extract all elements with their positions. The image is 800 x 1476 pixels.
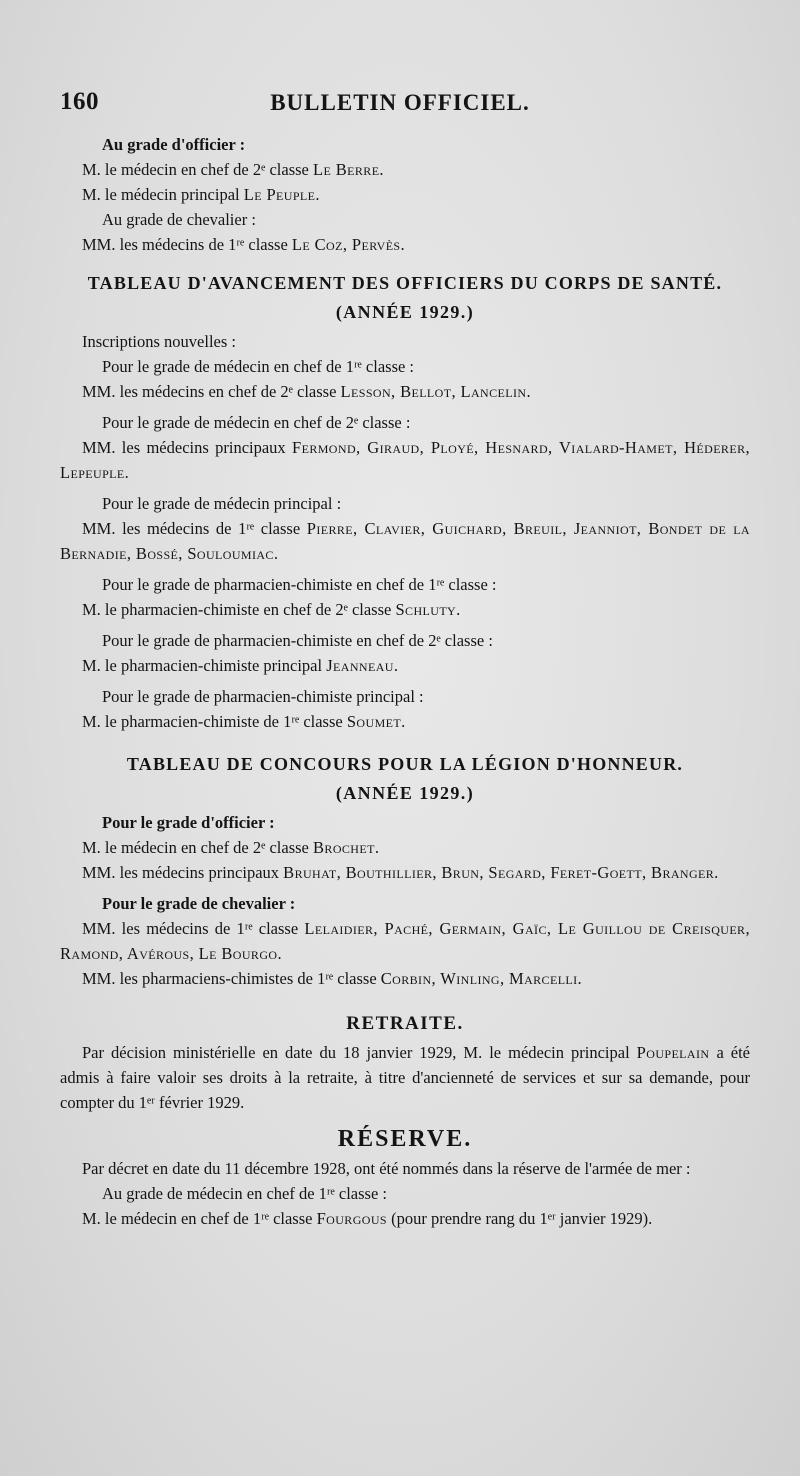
inscriptions-label: Inscriptions nouvelles : — [82, 332, 236, 351]
concours-title: TABLEAU DE CONCOURS POUR LA LÉGION D'HONNEUR. — [126, 754, 684, 774]
avancement-title: TABLEAU D'AVANCEMENT DES OFFICIERS DU CORPS DE SANTÉ. — [87, 273, 723, 293]
grade-heading: Pour le grade de pharmacien-chimiste en chef de 2ᵉ classe : — [102, 631, 493, 650]
running-head: BULLETIN OFFICIEL. — [270, 90, 530, 115]
avancement-year: (ANNÉE 1929.) — [335, 302, 475, 322]
grade-heading: Pour le grade de pharmacien-chimiste principal : — [102, 687, 424, 706]
grade-heading: Pour le grade de pharmacien-chimiste en chef de 1ʳᵉ classe : — [102, 575, 497, 594]
grade-chevalier-label: Au grade de chevalier : — [102, 210, 256, 229]
grade-list: MM. les pharmaciens-chimistes de 1ʳᵉ classe Corbin, Winling, Marcelli. — [82, 969, 583, 988]
page-number: 160 — [60, 88, 99, 115]
grade-heading: Au grade de médecin en chef de 1ʳᵉ classe : — [102, 1184, 387, 1203]
nomination-line: MM. les médecins de 1ʳᵉ classe Le Coz, Pervès. — [82, 235, 406, 254]
reserve-title: RÉSERVE. — [337, 1126, 473, 1152]
grade-heading: Pour le grade de médecin principal : — [102, 494, 342, 513]
reserve-text: Par décret en date du 11 décembre 1928, ont été nommés dans la réserve de l'armée de mer : — [82, 1159, 691, 1178]
grade-list: MM. les médecins de 1ʳᵉ classe Lelaidier, Paché, Germain, Gaïc, Le Guillou de Creisquer, Ramond, Avérous, Le Bourgo. — [60, 919, 750, 963]
reserve-nomination: M. le médecin en chef de 1ʳᵉ classe Fourgous (pour prendre rang du 1ᵉʳ janvier 1929). — [82, 1209, 653, 1228]
grade-list: M. le pharmacien-chimiste de 1ʳᵉ classe Soumet. — [82, 712, 406, 731]
grade-list: MM. les médecins en chef de 2ᵉ classe Lesson, Bellot, Lancelin. — [82, 382, 531, 401]
grade-heading: Pour le grade de médecin en chef de 1ʳᵉ classe : — [102, 357, 415, 376]
grade-heading: Pour le grade de médecin en chef de 2ᵉ classe : — [102, 413, 411, 432]
grade-list: M. le médecin en chef de 2ᵉ classe Brochet. — [82, 838, 380, 857]
grade-list: MM. les médecins de 1ʳᵉ classe Pierre, Clavier, Guichard, Breuil, Jeanniot, Bondet de la Bernadie, Bossé, Souloumiac. — [60, 519, 750, 563]
concours-year: (ANNÉE 1929.) — [335, 783, 475, 803]
grade-list: M. le pharmacien-chimiste en chef de 2ᵉ classe Schluty. — [82, 600, 461, 619]
page-body — [60, 132, 750, 1231]
retraite-title: RETRAITE. — [346, 1013, 464, 1034]
grade-list: MM. les médecins principaux Bruhat, Bouthillier, Brun, Segard, Feret-Goett, Branger. — [82, 863, 719, 882]
grade-heading: Pour le grade de chevalier : — [102, 894, 296, 913]
grade-officier-label: Au grade d'officier : — [102, 135, 246, 154]
nomination-line: M. le médecin principal Le Peuple. — [82, 185, 320, 204]
grade-list: M. le pharmacien-chimiste principal Jeanneau. — [82, 656, 399, 675]
nomination-line: M. le médecin en chef de 2ᵉ classe Le Berre. — [82, 160, 384, 179]
retraite-text: Par décision ministérielle en date du 18 janvier 1929, M. le médecin principal Poupelain a été admis à faire valoir ses droits à la retraite, à titre d'ancienneté de services et sur sa demande, pour compter du 1ᵉʳ février 1929. — [60, 1043, 751, 1112]
grade-heading: Pour le grade d'officier : — [102, 813, 275, 832]
grade-list: MM. les médecins principaux Fermond, Giraud, Ployé, Hesnard, Vialard-Hamet, Héderer, Lepeuple. — [60, 438, 750, 482]
page-header — [60, 88, 740, 124]
